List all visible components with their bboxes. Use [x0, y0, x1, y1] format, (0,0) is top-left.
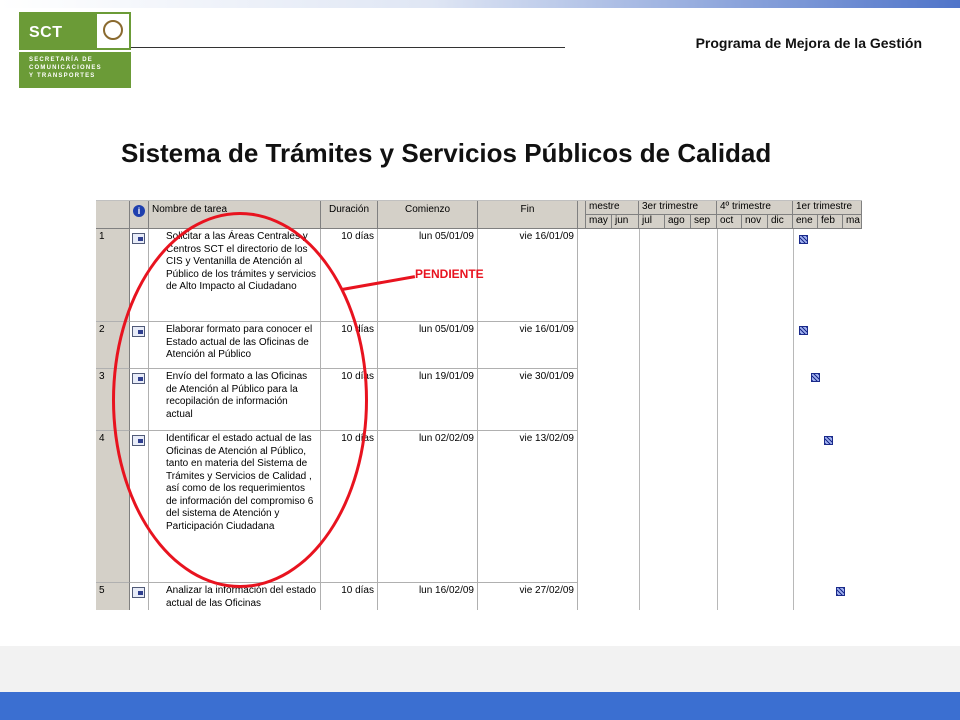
month-header: sep [691, 215, 717, 229]
duration-column-header[interactable]: Duración [321, 201, 378, 229]
month-header: may [586, 215, 612, 229]
quarter-header: mestre [586, 201, 639, 215]
task-name[interactable]: Solicitar a las Áreas Centrales y Centros SCT el directorio de los CIS y Ventanilla de Atención al Público de los trámites y servicios de Alto Impacto al Ciudadano [149, 229, 321, 322]
task-duration[interactable]: 10 días [321, 369, 378, 431]
pending-label: PENDIENTE [415, 267, 484, 281]
task-duration[interactable]: 10 días [321, 583, 378, 610]
task-duration[interactable]: 10 días [321, 431, 378, 583]
task-start[interactable]: lun 05/01/09 [378, 229, 478, 322]
month-header: jul [639, 215, 665, 229]
task-bar[interactable] [836, 587, 845, 596]
start-column-header[interactable]: Comienzo [378, 201, 478, 229]
row-id[interactable]: 1 [96, 229, 130, 322]
task-bar[interactable] [799, 326, 808, 335]
task-name[interactable]: Envío del formato a las Oficinas de Atención al Público para la recopilación de información actual [149, 369, 321, 431]
task-end[interactable]: vie 16/01/09 [478, 229, 578, 322]
month-header: ago [665, 215, 691, 229]
top-gradient-bar [0, 0, 960, 8]
task-bar[interactable] [811, 373, 820, 382]
task-start[interactable]: lun 19/01/09 [378, 369, 478, 431]
task-end[interactable]: vie 16/01/09 [478, 322, 578, 369]
task-name[interactable]: Analizar la información del estado actual de las Oficinas [149, 583, 321, 610]
task-duration[interactable]: 10 días [321, 229, 378, 322]
footer-band [0, 646, 960, 692]
task-start[interactable]: lun 02/02/09 [378, 431, 478, 583]
row-id[interactable]: 2 [96, 322, 130, 369]
split-handle[interactable] [578, 201, 586, 229]
row-id[interactable]: 3 [96, 369, 130, 431]
quarter-header: 4º trimestre [717, 201, 793, 215]
name-column-header[interactable]: Nombre de tarea [149, 201, 321, 229]
logo-sct-text: SCT [29, 24, 63, 41]
task-indicator-icon [132, 233, 145, 244]
task-duration[interactable]: 10 días [321, 322, 378, 369]
row-id[interactable]: 5 [96, 583, 130, 610]
national-seal-icon [97, 14, 129, 48]
task-name[interactable]: Elaborar formato para conocer el Estado actual de las Oficinas de Atención al Público [149, 322, 321, 369]
info-icon: i [133, 205, 145, 217]
task-end[interactable]: vie 30/01/09 [478, 369, 578, 431]
header-rule [131, 47, 565, 48]
month-header: jun [612, 215, 639, 229]
end-column-header[interactable]: Fin [478, 201, 578, 229]
month-header: dic [768, 215, 793, 229]
quarter-header: 3er trimestre [639, 201, 717, 215]
task-end[interactable]: vie 13/02/09 [478, 431, 578, 583]
info-column-header[interactable] [130, 201, 149, 229]
task-indicator-icon [132, 587, 145, 598]
program-title: Programa de Mejora de la Gestión [695, 35, 922, 51]
task-bar[interactable] [824, 436, 833, 445]
month-header: ma [843, 215, 862, 229]
task-bar[interactable] [799, 235, 808, 244]
pending-highlight-oval [112, 212, 368, 588]
month-header: nov [742, 215, 768, 229]
slide-title: Sistema de Trámites y Servicios Públicos de Calidad [121, 138, 772, 168]
sct-logo [19, 12, 131, 88]
month-header: oct [717, 215, 742, 229]
month-header: ene [793, 215, 818, 229]
logo-ministry-name: SECRETARÍA DE COMUNICACIONES Y TRANSPORTES [29, 57, 102, 79]
id-column-header[interactable] [96, 201, 130, 229]
task-name[interactable]: Identificar el estado actual de las Oficinas de Atención al Público, tanto en materia del Sistema de Trámites y Servicios de Calidad , así como de los requerimientos de información del compromiso 6 del sistema de Atención y Participación Ciudadana [149, 431, 321, 583]
month-header: feb [818, 215, 843, 229]
task-start[interactable]: lun 05/01/09 [378, 322, 478, 369]
footer-bar [0, 692, 960, 720]
row-id[interactable]: 4 [96, 431, 130, 583]
quarter-header: 1er trimestre [793, 201, 862, 215]
task-end[interactable]: vie 27/02/09 [478, 583, 578, 610]
task-start[interactable]: lun 16/02/09 [378, 583, 478, 610]
